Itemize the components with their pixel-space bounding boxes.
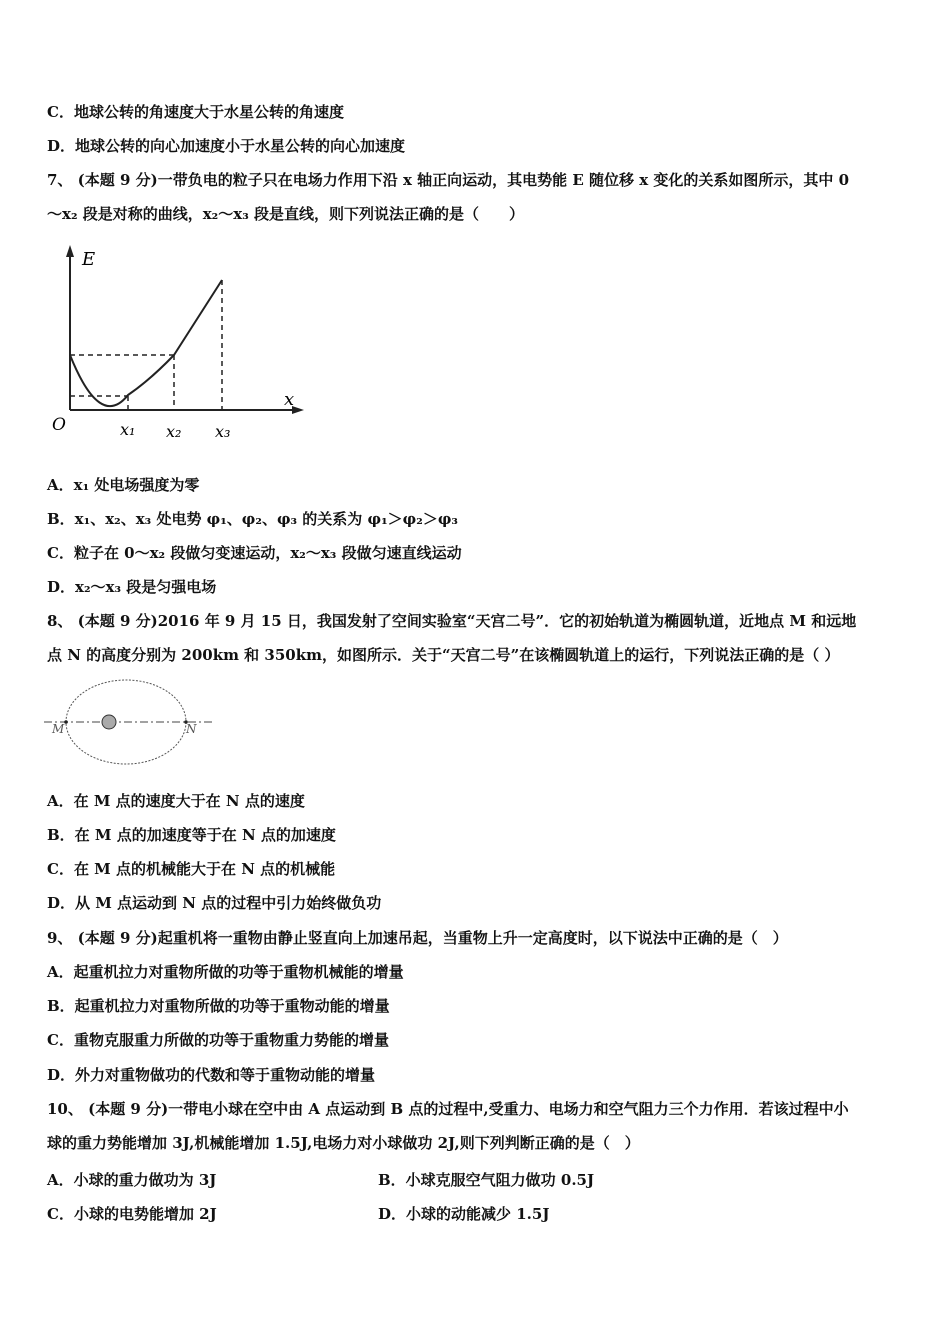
q8-orbit-diagram (0, 670, 230, 770)
x1-label: x₁ (120, 420, 136, 439)
q9-option-a: A．起重机拉力对重物所做的功等于重物机械能的增量 (47, 963, 404, 981)
q9-option-d: D．外力对重物做功的代数和等于重物动能的增量 (47, 1066, 376, 1084)
x3-label: x₃ (215, 422, 231, 441)
q8-option-d: D．从 M 点运动到 N 点的过程中引力始终做负功 (47, 894, 382, 912)
q9-option-b: B．起重机拉力对重物所做的功等于重物动能的增量 (47, 997, 390, 1015)
y-axis-label: E (82, 249, 96, 270)
q7-option-d: D．x₂～x₃ 段是匀强电场 (47, 578, 217, 596)
q10-option-b: B．小球克服空气阻力做功 0.5J (378, 1171, 595, 1189)
q8-option-b: B．在 M 点的加速度等于在 N 点的加速度 (47, 826, 336, 844)
q8-stem-line2: 点 N 的高度分别为 200km 和 350km，如图所示．关于“天宫二号”在该椭圆轨道上的运行，下列说法正确的是（ ） (47, 646, 840, 664)
q6-option-d: D．地球公转的向心加速度小于水星公转的向心加速度 (47, 137, 406, 155)
q8-option-a: A．在 M 点的速度大于在 N 点的速度 (47, 792, 305, 810)
x2-label: x₂ (166, 422, 182, 441)
earth-icon (102, 715, 116, 729)
q7-stem-line2: ～x₂ 段是对称的曲线，x₂～x₃ 段是直线，则下列说法正确的是（ ） (47, 205, 524, 223)
q9-option-c: C．重物克服重力所做的功等于重物重力势能的增量 (47, 1031, 389, 1049)
q9-stem: 9、 (本题 9 分)起重机将一重物由静止竖直向上加速吊起，当重物上升一定高度时，以下说法中正确的是（ ） (47, 929, 788, 947)
point-m-label: M (52, 722, 65, 736)
q7-option-b: B．x₁、x₂、x₃ 处电势 φ₁、φ₂、φ₃ 的关系为 φ₁＞φ₂＞φ₃ (47, 510, 458, 528)
q10-stem-line2: 球的重力势能增加 3J,机械能增加 1.5J,电场力对小球做功 2J,则下列判断正确的是（ ） (47, 1134, 640, 1152)
q7-option-c: C．粒子在 0～x₂ 段做匀变速运动，x₂～x₃ 段做匀速直线运动 (47, 544, 462, 562)
q7-energy-graph (0, 0, 320, 450)
q10-option-c: C．小球的电势能增加 2J (47, 1205, 217, 1223)
q10-option-a: A．小球的重力做功为 3J (47, 1171, 217, 1189)
q7-stem-line1: 7、 (本题 9 分)一带负电的粒子只在电场力作用下沿 x 轴正向运动，其电势能 E 随位移 x 变化的关系如图所示，其中 0 (47, 171, 850, 189)
q7-option-a: A．x₁ 处电场强度为零 (47, 476, 200, 494)
point-n-label: N (186, 722, 197, 736)
origin-label: O (52, 415, 66, 435)
q6-option-c: C．地球公转的角速度大于水星公转的角速度 (47, 103, 344, 121)
q10-option-d: D．小球的动能减少 1.5J (378, 1205, 550, 1223)
q10-stem-line1: 10、 (本题 9 分)一带电小球在空中由 A 点运动到 B 点的过程中,受重力、电场力和空气阻力三个力作用．若该过程中小 (47, 1100, 849, 1118)
q8-option-c: C．在 M 点的机械能大于在 N 点的机械能 (47, 860, 336, 878)
x-axis-label: x (284, 389, 295, 410)
q8-stem-line1: 8、 (本题 9 分)2016 年 9 月 15 日，我国发射了空间实验室“天宫二号”．它的初始轨道为椭圆轨道，近地点 M 和远地 (47, 612, 857, 630)
